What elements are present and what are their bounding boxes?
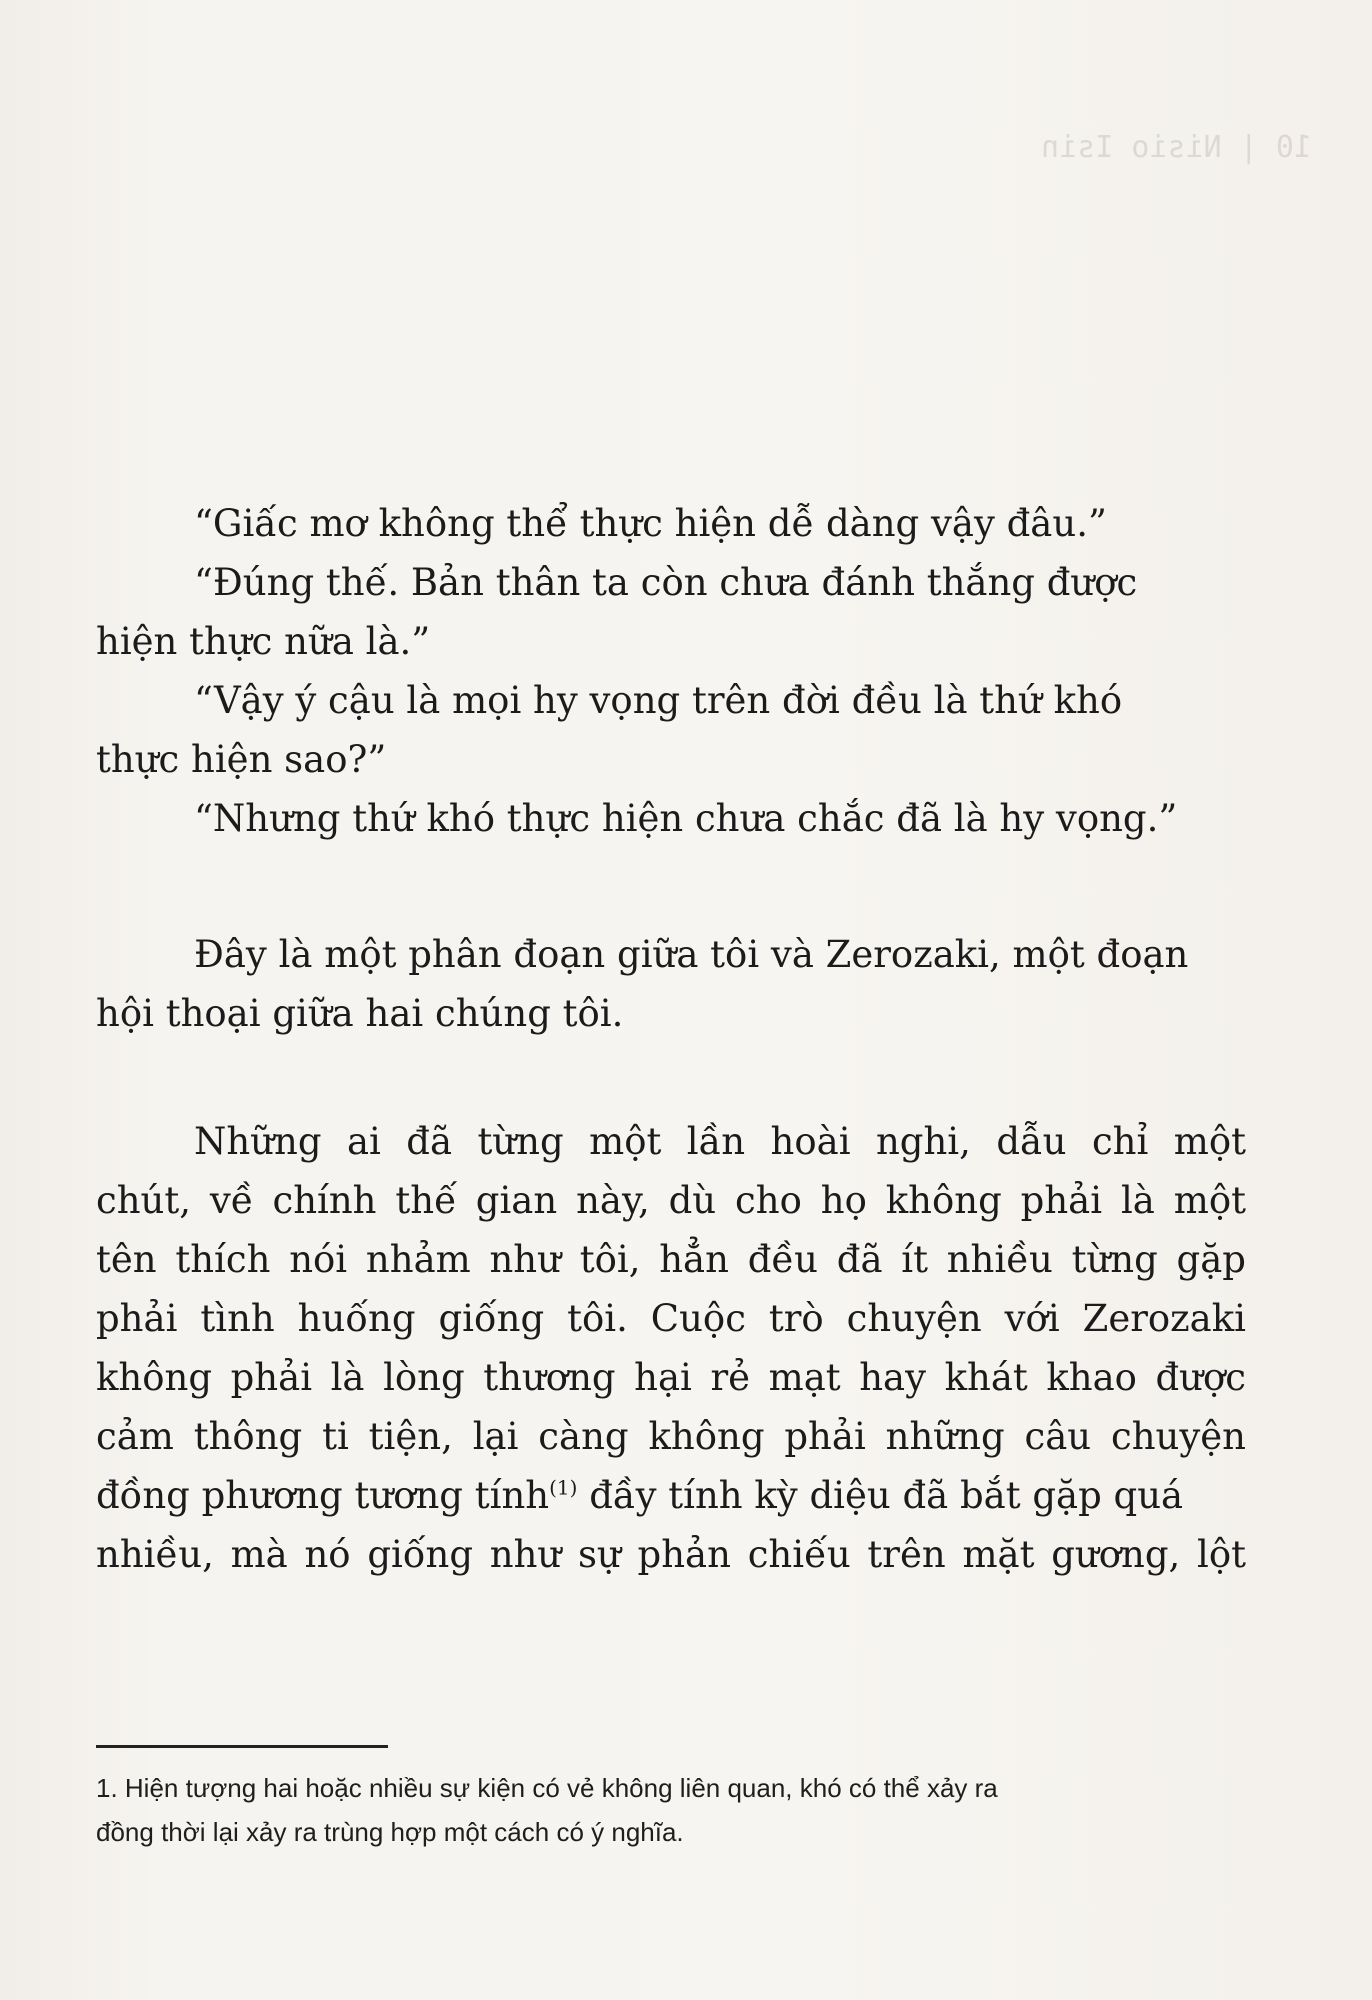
paragraph-line: tên thích nói nhảm như tôi, hẳn đều đã ít nhiều từng gặp [96, 1238, 1246, 1281]
footnote [96, 1766, 1246, 1854]
paragraph-line: không phải là lòng thương hại rẻ mạt hay khát khao được [96, 1356, 1246, 1399]
quote-line: “Giấc mơ không thể thực hiện dễ dàng vậy đâu.” [194, 502, 1107, 545]
bleed-through-header: 10 | Nisio Isin [1041, 130, 1312, 165]
footnote-line: 1. Hiện tượng hai hoặc nhiều sự kiện có vẻ không liên quan, khó có thể xảy ra [96, 1773, 998, 1803]
paragraph-1 [96, 925, 1246, 1043]
paragraph-line: Những ai đã từng một lần hoài nghi, dẫu chỉ một [194, 1120, 1246, 1163]
quote-line: “Nhưng thứ khó thực hiện chưa chắc đã là hy vọng.” [194, 797, 1178, 840]
footnote-reference: (1) [549, 1475, 578, 1500]
paragraph-line: phải tình huống giống tôi. Cuộc trò chuyện với Zerozaki [96, 1297, 1246, 1340]
paragraph-line: cảm thông ti tiện, lại càng không phải những câu chuyện [96, 1415, 1246, 1458]
quote-line: hiện thực nữa là.” [96, 620, 431, 663]
dialogue-block [96, 494, 1246, 848]
paragraph-2 [96, 1112, 1246, 1584]
paragraph-line: Đây là một phân đoạn giữa tôi và Zerozaki, một đoạn [194, 933, 1189, 976]
quote-line: “Vậy ý cậu là mọi hy vọng trên đời đều là thứ khó [194, 679, 1123, 722]
paragraph-line: hội thoại giữa hai chúng tôi. [96, 992, 624, 1035]
paragraph-text: đồng phương tương tính [96, 1474, 550, 1517]
paragraph-text: đầy tính kỳ diệu đã bắt gặp quá [577, 1474, 1184, 1517]
quote-line: thực hiện sao?” [96, 738, 387, 781]
footnote-line: đồng thời lại xảy ra trùng hợp một cách có ý nghĩa. [96, 1817, 684, 1847]
paragraph-line: nhiều, mà nó giống như sự phản chiếu trên mặt gương, lột [96, 1533, 1246, 1576]
paragraph-line-with-footnote [96, 1466, 1246, 1525]
footnote-divider [96, 1745, 388, 1748]
quote-line: “Đúng thế. Bản thân ta còn chưa đánh thắng được [194, 561, 1138, 604]
paragraph-line: chút, về chính thế gian này, dù cho họ không phải là một [96, 1179, 1246, 1222]
